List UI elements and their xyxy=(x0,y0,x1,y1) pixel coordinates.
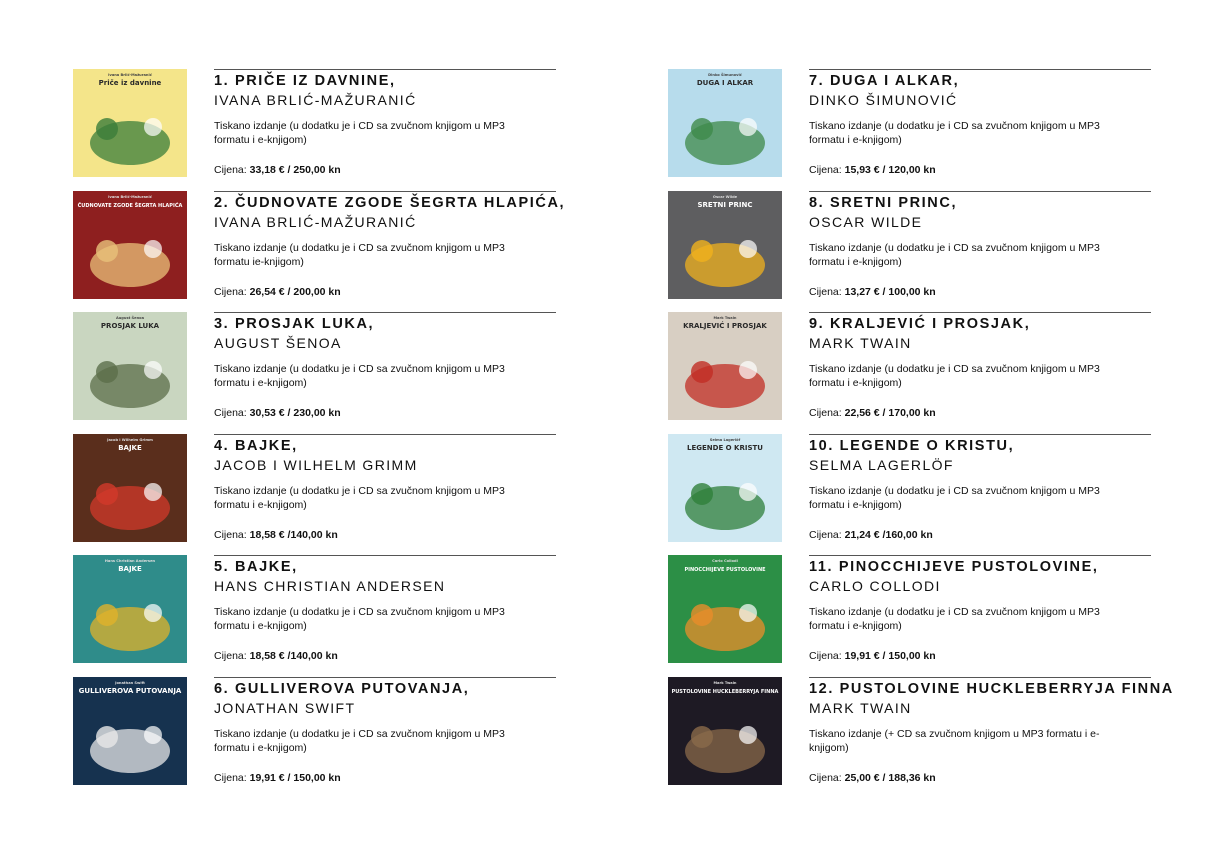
divider xyxy=(809,434,1151,435)
book-author: MARK TWAIN xyxy=(809,699,912,716)
cover-title-text: LEGENDE O KRISTU xyxy=(687,443,763,452)
divider xyxy=(809,69,1151,70)
cover-title-text: GULLIVEROVA PUTOVANJA xyxy=(78,686,182,695)
book-cover-image xyxy=(73,555,187,663)
book-author: MARK TWAIN xyxy=(809,335,912,351)
book-price: Cijena: 18,58 € /140,00 kn xyxy=(214,650,338,662)
book-title: 9. KRALJEVIĆ I PROSJAK, xyxy=(809,316,1031,332)
divider xyxy=(214,434,556,435)
divider xyxy=(214,555,556,556)
book-author: IVANA BRLIĆ-MAŽURANIĆ xyxy=(214,92,417,108)
book-title: 2. ČUDNOVATE ZGODE ŠEGRTA HLAPIĆA, xyxy=(214,194,566,211)
book-price: Cijena: 22,56 € / 170,00 kn xyxy=(809,407,936,419)
divider xyxy=(809,312,1151,313)
book-cover-image xyxy=(668,191,782,299)
book-cover-image xyxy=(73,677,187,785)
book-cover-image xyxy=(668,555,782,663)
cover-author-text: August Šenoa xyxy=(115,316,145,320)
book-cover-image xyxy=(668,69,782,177)
book-description: Tiskano izdanje (u dodatku je i CD sa zvučnom knjigom u MP3 formatu i e-knjigom) xyxy=(214,363,505,389)
book-price: Cijena: 19,91 € / 150,00 kn xyxy=(214,771,341,784)
divider xyxy=(214,69,556,70)
book-cover-image xyxy=(668,677,782,785)
cover-title-text: PROSJAK LUKA xyxy=(100,322,160,330)
book-title: 3. PROSJAK LUKA, xyxy=(214,316,375,332)
book-price: Cijena: 18,58 € /140,00 kn xyxy=(214,528,338,541)
book-price: Cijena: 21,24 € /160,00 kn xyxy=(809,528,933,541)
cover-author-text: Jonathan Swift xyxy=(115,680,145,685)
book-description: Tiskano izdanje (u dodatku je i CD sa zvučnom knjigom u MP3 formatu i e-knjigom) xyxy=(214,727,505,754)
book-author: JONATHAN SWIFT xyxy=(214,699,356,716)
book-title: 7. DUGA I ALKAR, xyxy=(809,73,960,89)
cover-title-text: PINOCCHIJEVE PUSTOLOVINE xyxy=(684,567,766,573)
book-title: 11. PINOCCHIJEVE PUSTOLOVINE, xyxy=(809,559,1099,575)
book-description: Tiskano izdanje (u dodatku je i CD sa zvučnom knjigom u MP3 formatu ie-knjigom) xyxy=(214,241,505,268)
divider xyxy=(809,677,1151,678)
book-description: Tiskano izdanje (u dodatku je i CD sa zvučnom knjigom u MP3 formatu i e-knjigom) xyxy=(809,363,1100,389)
book-cover-image xyxy=(73,69,187,177)
cover-author-text: Oscar Wilde xyxy=(712,194,738,199)
book-title: 8. SRETNI PRINC, xyxy=(809,194,958,211)
book-cover-image xyxy=(73,312,187,420)
book-description: Tiskano izdanje (+ CD sa zvučnom knjigom u MP3 formatu i e-knjigom) xyxy=(809,727,1100,754)
cover-title-text: BAJKE xyxy=(118,565,142,573)
cover-title-text: ČUDNOVATE ZGODE ŠEGRTA HLAPIĆA xyxy=(77,202,183,209)
book-author: IVANA BRLIĆ-MAŽURANIĆ xyxy=(214,213,417,230)
book-title: 6. GULLIVEROVA PUTOVANJA, xyxy=(214,680,470,697)
book-price: Cijena: 25,00 € / 188,36 kn xyxy=(809,771,936,784)
book-author: JACOB I WILHELM GRIMM xyxy=(214,456,418,473)
cover-title-text: KRALJEVIĆ I PROSJAK xyxy=(683,322,767,330)
book-author: DINKO ŠIMUNOVIĆ xyxy=(809,92,958,108)
divider xyxy=(809,191,1151,192)
cover-author-text: Mark Twain xyxy=(713,316,737,320)
cover-author-text: Mark Twain xyxy=(713,680,737,685)
cover-author-text: Selma Lagerlöf xyxy=(709,437,741,442)
book-cover-image xyxy=(73,191,187,299)
book-description: Tiskano izdanje (u dodatku je i CD sa zvučnom knjigom u MP3 formatu i e-knjigom) xyxy=(214,120,505,146)
book-cover-image xyxy=(668,312,782,420)
book-description: Tiskano izdanje (u dodatku je i CD sa zvučnom knjigom u MP3 formatu i e-knjigom) xyxy=(214,484,505,511)
book-author: AUGUST ŠENOA xyxy=(214,335,342,351)
book-author: CARLO COLLODI xyxy=(809,578,941,594)
divider xyxy=(214,312,556,313)
cover-title-text: PUSTOLOVINE HUCKLEBERRYJA FINNA xyxy=(671,688,779,695)
book-title: 12. PUSTOLOVINE HUCKLEBERRYJA FINNA xyxy=(809,680,1174,697)
divider xyxy=(214,191,556,192)
book-description: Tiskano izdanje (u dodatku je i CD sa zvučnom knjigom u MP3 formatu i e-knjigom) xyxy=(809,484,1100,511)
book-price: Cijena: 30,53 € / 230,00 kn xyxy=(214,407,341,419)
book-description: Tiskano izdanje (u dodatku je i CD sa zvučnom knjigom u MP3 formatu i e-knjigom) xyxy=(809,241,1100,268)
book-author: HANS CHRISTIAN ANDERSEN xyxy=(214,578,446,594)
cover-author-text: Hans Christian Andersen xyxy=(104,559,156,563)
book-price: Cijena: 33,18 € / 250,00 kn xyxy=(214,164,341,176)
cover-author-text: Jacob i Wilhelm Grimm xyxy=(107,437,153,442)
cover-author-text: Ivana Brlić-Mažuranić xyxy=(108,194,152,199)
book-description: Tiskano izdanje (u dodatku je i CD sa zvučnom knjigom u MP3 formatu i e-knjigom) xyxy=(214,606,505,632)
divider xyxy=(214,677,556,678)
book-description: Tiskano izdanje (u dodatku je i CD sa zvučnom knjigom u MP3 formatu i e-knjigom) xyxy=(809,606,1100,632)
divider xyxy=(809,555,1151,556)
book-cover-image xyxy=(668,434,782,542)
cover-author-text: Carlo Collodi xyxy=(712,559,738,563)
book-price: Cijena: 13,27 € / 100,00 kn xyxy=(809,285,936,298)
cover-author-text: Ivana Brlić-Mažuranić xyxy=(108,73,152,77)
book-price: Cijena: 26,54 € / 200,00 kn xyxy=(214,285,341,298)
book-author: OSCAR WILDE xyxy=(809,213,923,230)
cover-title-text: Priče iz davnine xyxy=(98,79,162,87)
cover-title-text: DUGA I ALKAR xyxy=(696,79,754,87)
book-author: SELMA LAGERLÖF xyxy=(809,456,954,473)
book-price: Cijena: 19,91 € / 150,00 kn xyxy=(809,650,936,662)
book-description: Tiskano izdanje (u dodatku je i CD sa zvučnom knjigom u MP3 formatu i e-knjigom) xyxy=(809,120,1100,146)
cover-title-text: BAJKE xyxy=(118,443,142,452)
book-title: 10. LEGENDE O KRISTU, xyxy=(809,437,1015,454)
book-title: 1. PRIČE IZ DAVNINE, xyxy=(214,73,396,89)
book-cover-image xyxy=(73,434,187,542)
book-title: 4. BAJKE, xyxy=(214,437,298,454)
cover-title-text: SRETNI PRINC xyxy=(697,200,753,209)
cover-author-text: Dinko Šimunović xyxy=(708,73,742,77)
book-title: 5. BAJKE, xyxy=(214,559,298,575)
book-price: Cijena: 15,93 € / 120,00 kn xyxy=(809,164,936,176)
